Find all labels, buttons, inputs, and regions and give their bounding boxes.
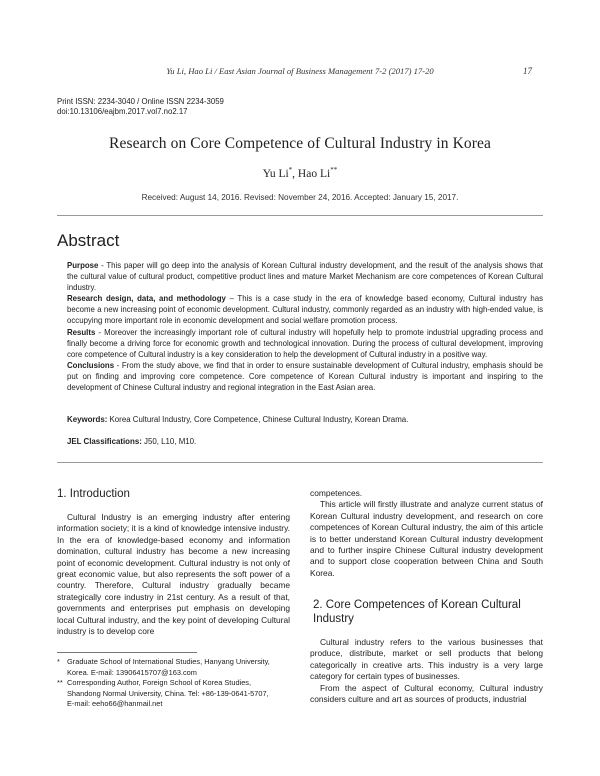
abstract-text: - Moreover the increasingly important role of cultural industry will hopefully help to promote industrial upgrading process and finally become a driving force for economic growth and technological innovation. During the process of cultural development, improving core competence of Cultural industry is a key consideration to help the development of Cultural industry in a positive way.	[67, 327, 543, 359]
divider	[57, 215, 543, 216]
abstract-conclusions	[67, 360, 543, 393]
body-paragraph: From the aspect of Cultural economy, Cultural industry considers culture and art as sources of products, industrial	[310, 682, 543, 705]
body-continuation: competences.	[310, 488, 363, 498]
keywords-text: Korea Cultural Industry, Core Competence, Chinese Cultural Industry, Korean Drama.	[107, 415, 409, 424]
abstract-label: Purpose	[67, 261, 99, 270]
issn-block	[57, 97, 224, 116]
footnote	[57, 657, 290, 678]
body-paragraph: This article will firstly illustrate and analyze current status of Korean Cultural industry development, and research on core competences of Korean Cultural industry, the aim of this article is to better understand Korean Cultural industry development and to further inspire Chinese Cultural industry development and to support close cooperation between China and South Korea.	[310, 499, 543, 578]
author-name: Hao Li	[297, 167, 331, 180]
footnote-line: E-mail: eeho66@hanmail.net	[67, 699, 163, 709]
abstract-body	[67, 260, 543, 393]
section-heading-core-competences: 2. Core Competences of Korean Cultural Industry	[313, 599, 521, 625]
received-dates: Received: August 14, 2016. Revised: November 24, 2016. Accepted: January 15, 2017.	[141, 193, 459, 202]
jel-label: JEL Classifications:	[67, 437, 142, 446]
footnote-mark: *	[57, 657, 60, 666]
author-line	[0, 166, 600, 180]
footnote-rule	[57, 652, 197, 653]
footnote-line: Korea. E-mail: 13906415707@163.com	[67, 667, 197, 677]
running-header: Yu Li, Hao Li / East Asian Journal of Business Management 7-2 (2017) 17-20	[166, 66, 434, 76]
author-name: Yu Li	[262, 167, 289, 180]
section-heading-introduction: 1. Introduction	[57, 488, 130, 500]
abstract-text: - From the study above, we find that in order to ensure sustainable development of Cultural industry, emphasis should be put on finding and improving core competence. Core competence of Korean Cultural industry is important and inspiring to the development of Chinese Cultural industry and regional integration in the East Asian area.	[67, 360, 543, 393]
abstract-results	[67, 327, 543, 360]
jel-line	[67, 437, 543, 446]
abstract-label: Results	[67, 327, 96, 337]
abstract-text: - This paper will go deep into the analysis of Korean Cultural industry development, and the result of the analysis shows that the cultural value of cultural product, competitive product lines and mature Market Mechanism are core competences of Korean Cultural industry.	[67, 261, 543, 293]
body-column-right-top	[310, 488, 543, 579]
body-column-right-bottom	[310, 637, 543, 705]
doi-line: doi:10.13106/eajbm.2017.vol7.no2.17	[57, 106, 188, 116]
abstract-label: Conclusions	[67, 360, 115, 370]
body-paragraph: Cultural Industry is an emerging industry after entering information society; it is a kind of knowledge intensive industry. In the era of knowledge-based economy and information domination, cultural industry has become a new increasing point of economic development. Cultural industry is not only of great economic value, but also represents the soft power of a country. Therefore, Cultural industry gradually became strategically core industry in 21st century. As a result of that, governments and enterprises put emphasis on developing local Cultural industry, and the key point of developing Cultural industry is to develop core	[57, 512, 290, 637]
jel-text: J50, L10, M10.	[141, 437, 197, 446]
body-column-left	[57, 512, 290, 637]
footnote-line: Graduate School of International Studies, Hanyang University,	[67, 657, 270, 666]
abstract-label: Research design, data, and methodology	[67, 294, 226, 304]
author-mark: **	[330, 166, 338, 174]
paper-title: Research on Core Competence of Cultural Industry in Korea	[109, 135, 491, 152]
author-mark: *	[288, 166, 293, 174]
issn-line: Print ISSN: 2234-3040 / Online ISSN 2234-3059	[57, 97, 224, 106]
footnotes	[57, 657, 290, 710]
divider	[57, 462, 543, 463]
abstract-heading: Abstract	[57, 231, 120, 250]
footnote-line: Shandong Normal University, China. Tel: +86-139-0641-5707,	[67, 688, 269, 698]
footnote-line: Corresponding Author, Foreign School of Korea Studies,	[67, 678, 252, 688]
page-number: 17	[523, 66, 532, 76]
abstract-design	[67, 293, 543, 326]
keywords-line	[67, 415, 543, 424]
footnote-mark: **	[57, 678, 63, 688]
author-separator: ,	[292, 167, 298, 180]
body-paragraph: Cultural industry refers to the various businesses that produce, distribute, market or sell products that belong categorically in creative arts. This industry is a very large category for certain types of businesses.	[310, 637, 543, 682]
abstract-purpose	[67, 260, 543, 293]
footnote	[57, 678, 290, 710]
abstract-text: – This is a case study in the era of knowledge based economy, Cultural industry has become a new increasing point of economic development. Cultural industry, commonly regarded as an industry with high-ended value, is occupying more important role in economic development and social welfare promotion process.	[67, 294, 543, 326]
keywords-label: Keywords:	[67, 415, 108, 424]
